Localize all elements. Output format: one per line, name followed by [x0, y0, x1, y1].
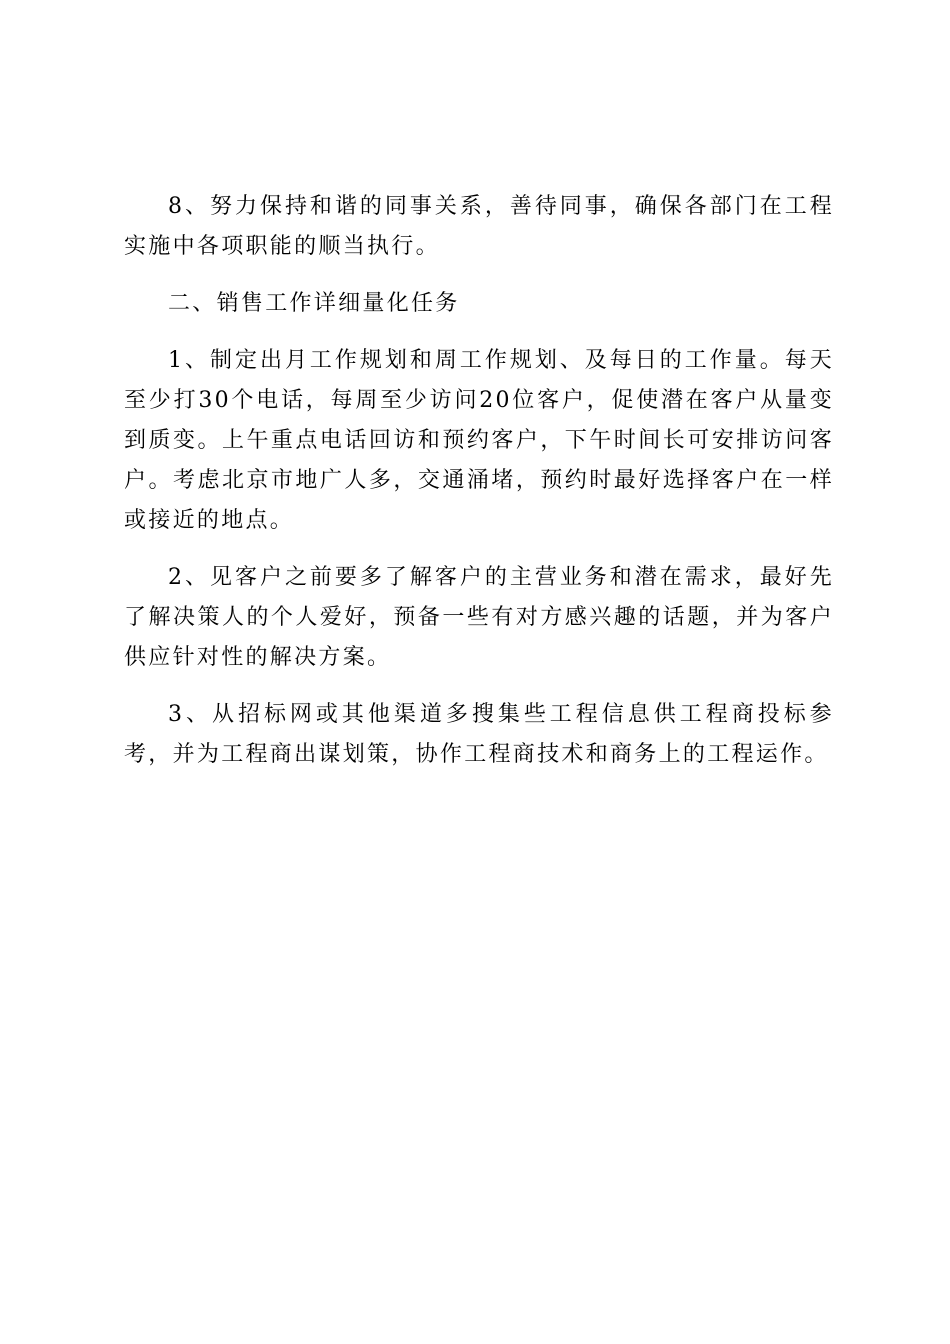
paragraph-item-3: 3、从招标网或其他渠道多搜集些工程信息供工程商投标参考，并为工程商出谋划策，协作工程商技术和商务上的工程运作。: [124, 702, 834, 767]
paragraph-item-1: 1、制定出月工作规划和周工作规划、及每日的工作量。每天至少打30个电话，每周至少访问20位客户，促使潜在客户从量变到质变。上午重点电话回访和预约客户，下午时间长可安排访问客户。考虑北京市地广人多，交通涌堵，预约时最好选择客户在一样或接近的地点。: [124, 348, 834, 533]
section-heading-sales-tasks: 二、销售工作详细量化任务: [168, 291, 460, 316]
paragraph-item-2: 2、见客户之前要多了解客户的主营业务和潜在需求，最好先了解决策人的个人爱好，预备一些有对方感兴趣的话题，并为客户供应针对性的解决方案。: [124, 565, 834, 670]
document-body: [124, 187, 834, 792]
paragraph-item-8: 8、努力保持和谐的同事关系，善待同事，确保各部门在工程实施中各项职能的顺当执行。: [124, 194, 834, 259]
